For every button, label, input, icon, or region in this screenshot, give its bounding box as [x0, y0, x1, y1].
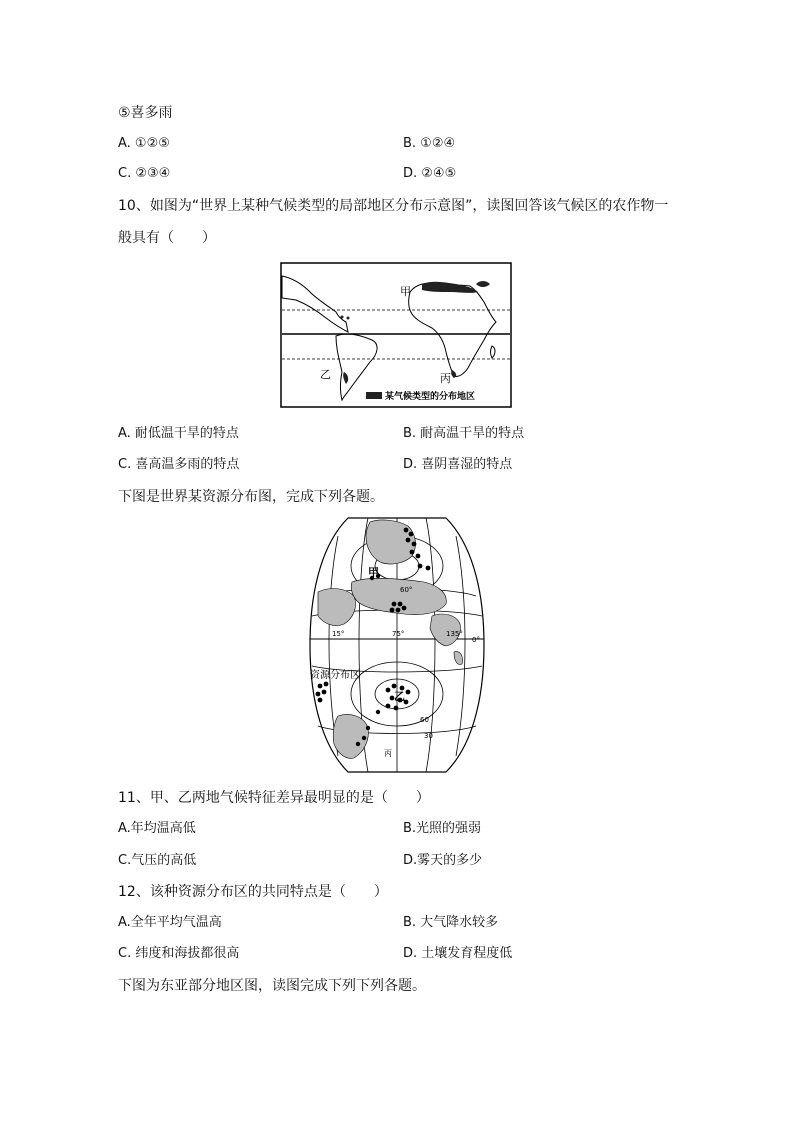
q11-option-b: B.光照的强弱	[403, 821, 482, 836]
lon-75-label: 75°	[392, 630, 405, 638]
q10-option-c: C. 喜高温多雨的特点	[118, 457, 240, 472]
q11-option-c: C.气压的高低	[118, 853, 197, 868]
legend-swatch	[366, 392, 382, 399]
resource-legend: 资源分布区	[310, 670, 360, 681]
map-label-jia: 甲	[400, 285, 411, 298]
q12-option-b: B. 大气降水较多	[403, 915, 499, 930]
lon-15-label: 15°	[332, 630, 345, 638]
q9-option-a: A. ①②⑤	[118, 136, 170, 151]
q9-option-b: B. ①②④	[403, 136, 456, 151]
map-label-yi: 乙	[320, 368, 331, 381]
q10-stem-line2: 般具有（ ）	[118, 230, 216, 246]
resource-label-yi: 乙	[394, 690, 405, 703]
lon-135-label: 135°	[446, 630, 463, 638]
q10-option-d: D. 喜阴喜湿的特点	[403, 457, 513, 472]
q10-stem-line1: 10、如图为“世界上某种气候类型的局部地区分布示意图”，读图回答该气候区的农作物一	[118, 198, 669, 214]
lat-30s-label: 30	[424, 732, 433, 740]
q10-option-b: B. 耐高温干旱的特点	[403, 426, 525, 441]
resource-distribution-map	[308, 516, 486, 774]
q12-option-d: D. 土壤发育程度低	[403, 946, 513, 961]
map-legend-text: 某气候类型的分布地区	[385, 392, 476, 402]
climate-distribution-map	[280, 262, 512, 408]
eastasia-intro: 下图为东亚部分地区图，读图完成下列下列各题。	[118, 978, 426, 994]
q9-option-c: C. ②③④	[118, 166, 171, 181]
map-label-bing: 丙	[440, 372, 451, 385]
q9-item5: ⑤喜多雨	[118, 105, 173, 121]
q11-stem: 11、甲、乙两地气候特征差异最明显的是（ ）	[118, 790, 430, 806]
resource-label-jia: 甲	[368, 566, 379, 579]
equator-label: 0°	[472, 636, 480, 644]
q11-option-d: D.雾天的多少	[403, 853, 483, 868]
resource-label-bing: 丙	[384, 749, 392, 758]
q11-option-a: A.年均温高低	[118, 821, 196, 836]
lat-60s-label: 60	[420, 716, 429, 724]
q9-option-d: D. ②④⑤	[403, 166, 457, 181]
lat-60n-label: 60°	[400, 586, 413, 594]
resource-intro: 下图是世界某资源分布图，完成下列各题。	[118, 489, 384, 505]
q12-option-a: A.全年平均气温高	[118, 915, 222, 930]
q10-option-a: A. 耐低温干旱的特点	[118, 426, 239, 441]
q12-stem: 12、该种资源分布区的共同特点是（ ）	[118, 884, 388, 900]
q12-option-c: C. 纬度和海拔都很高	[118, 946, 240, 961]
